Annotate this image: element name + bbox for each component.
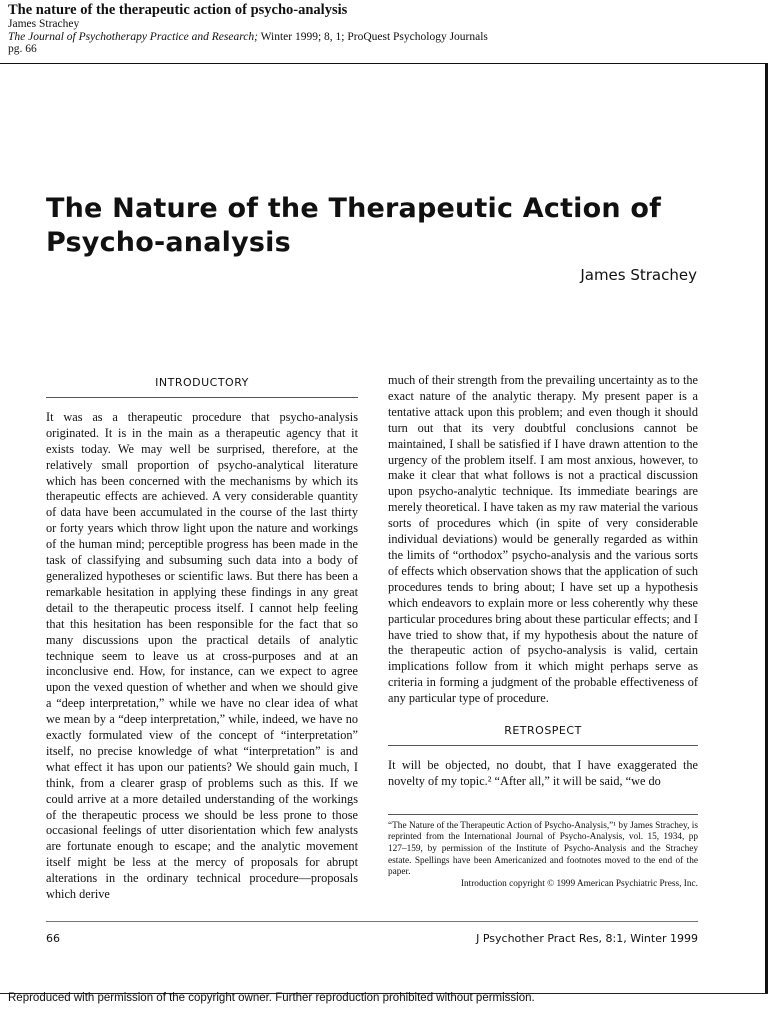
- running-footer: J Psychother Pract Res, 8:1, Winter 1999: [476, 932, 698, 945]
- citation-journal: The Journal of Psychotherapy Practice and Research;: [8, 30, 258, 43]
- footer-rule: [46, 921, 698, 922]
- citation-author: James Strachey: [8, 18, 80, 30]
- article-author: James Strachey: [580, 266, 697, 284]
- page-top-border: [0, 63, 768, 64]
- citation-details: Winter 1999; 8, 1; ProQuest Psychology Journals: [257, 30, 488, 43]
- citation-source: [8, 31, 758, 44]
- page-number: 66: [46, 932, 60, 945]
- body-paragraph: It will be objected, no doubt, that I have exaggerated the novelty of my topic.² “After all,” it will be said, “we do: [388, 757, 698, 788]
- left-column: [46, 373, 358, 903]
- section-rule: [388, 745, 698, 746]
- body-paragraph: much of their strength from the prevailing uncertainty as to the exact nature of the analytic therapy. My present paper is a tentative attack upon this problem; and even though it should turn out that its very doubtful conclusions cannot be maintained, I shall be satisfied if I have drawn attention to the urgency of the problem itself. I am most anxious, however, to make it clear that what follows is not a practical discussion upon psycho-analytic technique. Its immediate bearings are merely theoretical. I have taken as my raw material the various sorts of procedures which (in spite of very considerable individual deviations) would be generally regarded as within the limits of “orthodox” psycho-analysis and the various sorts of effects which observation shows that the application of such procedures tends to bring about; I have set up a hypothesis which endeavors to explain more or less coherently why these particular procedures bring about these particular effects; and I have tried to show that, if my hypothesis about the nature of the therapeutic action of psycho-analysis is valid, certain implications follow from it which might perhaps serve as criteria in forming a judgment of the probable effectiveness of any particular type of procedure.: [388, 373, 698, 706]
- section-heading-introductory: INTRODUCTORY: [155, 376, 249, 389]
- footnote-text: “The Nature of the Therapeutic Action of Psycho-Analysis,”¹ by James Strachey, is reprinted from the International Journal of Psycho-Analysis, vol. 15, 1934, pp 127–159, by permission of the Institute of Psycho-Analysis and the Strachey estate. Spellings have been Americanized and footnotes moved to the end of the paper.: [388, 820, 698, 878]
- copyright-notice: Reproduced with permission of the copyright owner. Further reproduction prohibited without permission.: [8, 992, 535, 1004]
- section-heading-retrospect: RETROSPECT: [504, 724, 582, 738]
- article-title: The Nature of the Therapeutic Action of Psycho-analysis: [46, 193, 662, 258]
- citation-title: The nature of the therapeutic action of psycho-analysis: [8, 2, 348, 18]
- citation-page: pg. 66: [8, 43, 37, 55]
- right-column: [388, 373, 698, 890]
- citation-header: [8, 2, 758, 56]
- body-paragraph: It was as a therapeutic procedure that psycho-analysis originated. It is in the main as a therapeutic agency that it exists today. We may well be surprised, therefore, at the relatively small proportion of psycho-analytical literature which has been concerned with the mechanisms by which its therapeutic effects are achieved. A very considerable quantity of data have been accumulated in the course of the last thirty or forty years which throw light upon the nature and workings of the human mind; perceptible progress has been made in the task of classifying and subsuming such data into a body of generalized hypotheses or scientific laws. But there has been a remarkable hesitation in applying these findings in any great detail to the therapeutic process itself. I cannot help feeling that this hesitation has been responsible for the fact that so many discussions upon the practical details of analytic technique seem to leave us at cross-purposes and at an inconclusive end. How, for instance, can we expect to agree upon the vexed question of whether and when we should give a “deep interpretation,” while we have no clear idea of what we mean by a “deep interpretation,” while, indeed, we have no exactly formulated view of the concept of “interpretation” itself, no precise knowledge of what “interpretation” is and what effect it has upon our patients? We should gain much, I think, from a clearer grasp of problems such as this. If we could arrive at a more detailed understanding of the workings of the therapeutic process we should be less prone to those occasional feelings of utter disorientation which few analysts are fortunate enough to escape; and the analytic movement itself might be less at the mercy of proposals for abrupt alterations in the ordinary technical procedure—proposals which derive: [46, 409, 358, 902]
- footnote: [388, 814, 698, 891]
- copyright-line: Introduction copyright © 1999 American Psychiatric Press, Inc.: [460, 878, 698, 889]
- section-rule: [46, 397, 358, 398]
